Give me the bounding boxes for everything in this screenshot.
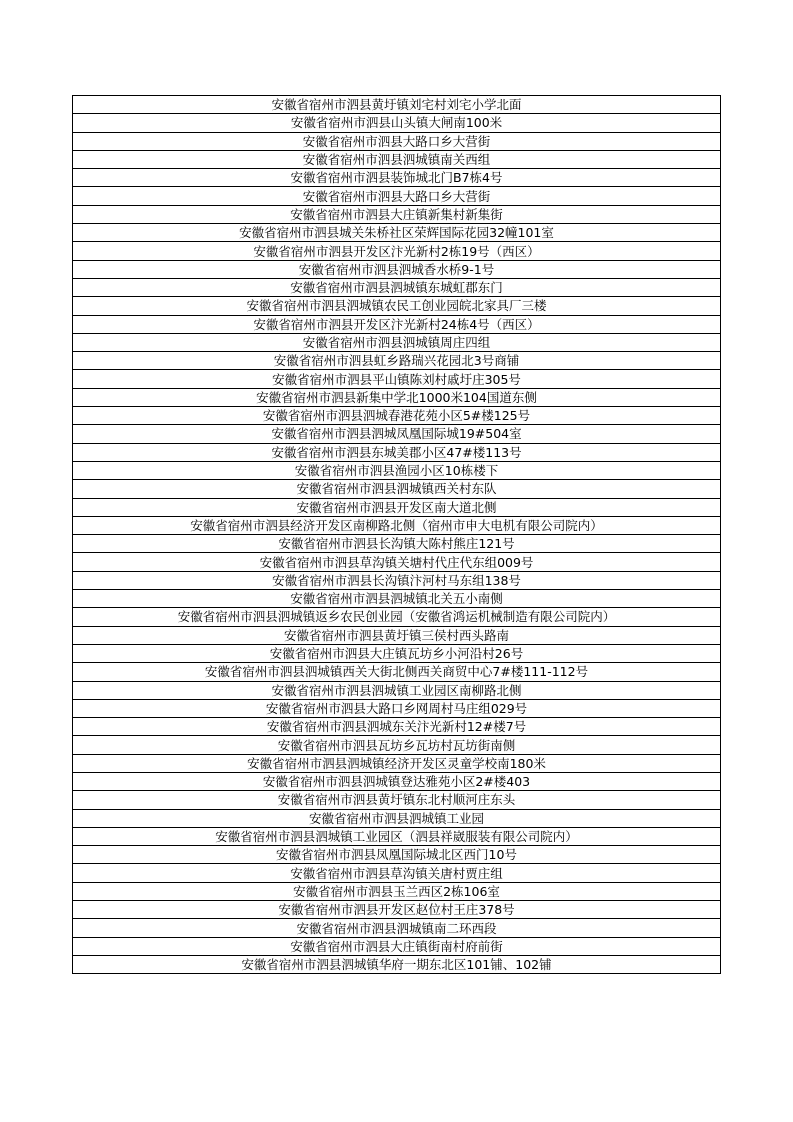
address-cell: 安徽省宿州市泗县草沟镇关唐村贾庄组 — [73, 864, 721, 882]
table-row — [73, 516, 721, 534]
table-row — [73, 205, 721, 223]
table-row — [73, 278, 721, 296]
table-row — [73, 736, 721, 754]
address-table-body — [73, 96, 721, 974]
table-row — [73, 443, 721, 461]
table-row — [73, 242, 721, 260]
address-cell: 安徽省宿州市泗县平山镇陈刘村戚圩庄305号 — [73, 370, 721, 388]
address-cell: 安徽省宿州市泗县泗城镇工业园区（泗县祥崴服装有限公司院内） — [73, 827, 721, 845]
address-cell: 安徽省宿州市泗县黄圩镇东北村顺河庄东头 — [73, 791, 721, 809]
table-row — [73, 150, 721, 168]
address-cell: 安徽省宿州市泗县泗城镇南二环西段 — [73, 919, 721, 937]
address-cell: 安徽省宿州市泗县泗城镇经济开发区灵童学校南180米 — [73, 754, 721, 772]
address-cell: 安徽省宿州市泗县泗城镇北关五小南侧 — [73, 590, 721, 608]
table-row — [73, 882, 721, 900]
address-cell: 安徽省宿州市泗县玉兰西区2栋106室 — [73, 882, 721, 900]
table-row — [73, 718, 721, 736]
table-row — [73, 187, 721, 205]
table-row — [73, 96, 721, 114]
table-row — [73, 571, 721, 589]
table-row — [73, 626, 721, 644]
address-cell: 安徽省宿州市泗县泗城凤凰国际城19#504室 — [73, 425, 721, 443]
table-row — [73, 644, 721, 662]
address-cell: 安徽省宿州市泗县开发区南大道北侧 — [73, 498, 721, 516]
table-row — [73, 388, 721, 406]
address-cell: 安徽省宿州市泗县黄圩镇三侯村西头路南 — [73, 626, 721, 644]
table-row — [73, 352, 721, 370]
table-row — [73, 169, 721, 187]
address-cell: 安徽省宿州市泗县山头镇大闸南100米 — [73, 114, 721, 132]
table-row — [73, 315, 721, 333]
address-cell: 安徽省宿州市泗县泗城镇西关村东队 — [73, 480, 721, 498]
address-cell: 安徽省宿州市泗县泗城镇西关大街北侧西关商贸中心7#楼111-112号 — [73, 663, 721, 681]
address-cell: 安徽省宿州市泗县装饰城北门B7栋4号 — [73, 169, 721, 187]
table-row — [73, 608, 721, 626]
table-row — [73, 260, 721, 278]
address-cell: 安徽省宿州市泗县泗城镇华府一期东北区101铺、102铺 — [73, 955, 721, 973]
table-row — [73, 955, 721, 973]
table-row — [73, 809, 721, 827]
table-row — [73, 663, 721, 681]
table-row — [73, 937, 721, 955]
address-cell: 安徽省宿州市泗县泗城镇工业园 — [73, 809, 721, 827]
table-row — [73, 425, 721, 443]
address-cell: 安徽省宿州市泗县大庄镇新集村新集街 — [73, 205, 721, 223]
address-cell: 安徽省宿州市泗县城关朱桥社区荣辉国际花园32幢101室 — [73, 224, 721, 242]
address-cell: 安徽省宿州市泗县大路口乡大营街 — [73, 132, 721, 150]
address-cell: 安徽省宿州市泗县开发区赵位村王庄378号 — [73, 901, 721, 919]
address-cell: 安徽省宿州市泗县大路口乡网周村马庄组029号 — [73, 699, 721, 717]
address-cell: 安徽省宿州市泗县泗城镇工业园区南柳路北侧 — [73, 681, 721, 699]
address-cell: 安徽省宿州市泗县草沟镇关塘村代庄代东组009号 — [73, 553, 721, 571]
address-cell: 安徽省宿州市泗县黄圩镇刘宅村刘宅小学北面 — [73, 96, 721, 114]
table-row — [73, 590, 721, 608]
address-cell: 安徽省宿州市泗县大庄镇街南村府前街 — [73, 937, 721, 955]
address-cell: 安徽省宿州市泗县泗城东关汴光新村12#楼7号 — [73, 718, 721, 736]
address-cell: 安徽省宿州市泗县开发区汴光新村24栋4号（西区） — [73, 315, 721, 333]
table-row — [73, 498, 721, 516]
table-row — [73, 827, 721, 845]
address-cell: 安徽省宿州市泗县瓦坊乡瓦坊村瓦坊街南侧 — [73, 736, 721, 754]
address-cell: 安徽省宿州市泗县东城美郡小区47#楼113号 — [73, 443, 721, 461]
address-cell: 安徽省宿州市泗县开发区汴光新村2栋19号（西区） — [73, 242, 721, 260]
table-row — [73, 461, 721, 479]
address-cell: 安徽省宿州市泗县大路口乡大营街 — [73, 187, 721, 205]
table-row — [73, 919, 721, 937]
table-row — [73, 224, 721, 242]
table-row — [73, 864, 721, 882]
table-row — [73, 846, 721, 864]
address-cell: 安徽省宿州市泗县大庄镇瓦坊乡小河沿村26号 — [73, 644, 721, 662]
address-cell: 安徽省宿州市泗县泗城镇返乡农民创业园（安徽省鸿运机械制造有限公司院内） — [73, 608, 721, 626]
table-row — [73, 553, 721, 571]
table-row — [73, 370, 721, 388]
table-row — [73, 333, 721, 351]
table-row — [73, 407, 721, 425]
table-row — [73, 297, 721, 315]
address-cell: 安徽省宿州市泗县泗城镇农民工创业园皖北家具厂三楼 — [73, 297, 721, 315]
address-cell: 安徽省宿州市泗县凤凰国际城北区西门10号 — [73, 846, 721, 864]
address-cell: 安徽省宿州市泗县长沟镇大陈村熊庄121号 — [73, 535, 721, 553]
table-row — [73, 480, 721, 498]
table-row — [73, 114, 721, 132]
address-cell: 安徽省宿州市泗县虹乡路瑞兴花园北3号商铺 — [73, 352, 721, 370]
table-row — [73, 132, 721, 150]
address-cell: 安徽省宿州市泗县泗城镇周庄四组 — [73, 333, 721, 351]
address-cell: 安徽省宿州市泗县泗城镇东城虹郡东门 — [73, 278, 721, 296]
address-cell: 安徽省宿州市泗县经济开发区南柳路北侧（宿州市申大电机有限公司院内） — [73, 516, 721, 534]
address-cell: 安徽省宿州市泗县长沟镇汴河村马东组138号 — [73, 571, 721, 589]
address-cell: 安徽省宿州市泗县泗城春港花苑小区5#楼125号 — [73, 407, 721, 425]
address-cell: 安徽省宿州市泗县泗城香水桥9-1号 — [73, 260, 721, 278]
table-row — [73, 901, 721, 919]
table-row — [73, 754, 721, 772]
table-row — [73, 681, 721, 699]
address-cell: 安徽省宿州市泗县渔园小区10栋楼下 — [73, 461, 721, 479]
address-cell: 安徽省宿州市泗县新集中学北1000米104国道东侧 — [73, 388, 721, 406]
table-row — [73, 791, 721, 809]
table-row — [73, 535, 721, 553]
address-table — [72, 95, 721, 974]
address-cell: 安徽省宿州市泗县泗城镇登达雅苑小区2#楼403 — [73, 772, 721, 790]
table-row — [73, 772, 721, 790]
address-cell: 安徽省宿州市泗县泗城镇南关西组 — [73, 150, 721, 168]
table-row — [73, 699, 721, 717]
